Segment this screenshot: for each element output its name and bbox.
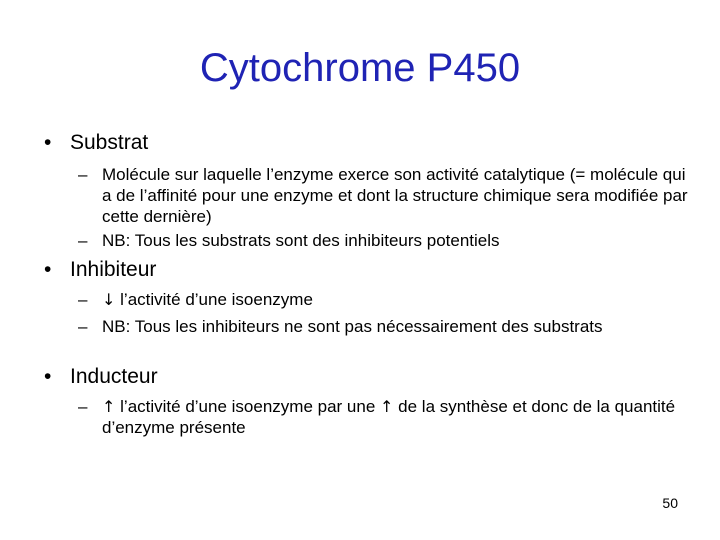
- dash: –: [78, 317, 88, 336]
- sub-item-text: [78, 289, 688, 310]
- page-number: 50: [662, 495, 678, 511]
- sub-item-text: [78, 396, 688, 438]
- dash: –: [78, 397, 88, 416]
- bullet-dot: •: [44, 365, 52, 388]
- bullet-heading: Inducteur: [70, 365, 158, 388]
- dash: –: [78, 231, 88, 250]
- bullet-substrat: [44, 130, 148, 156]
- bullet-inducteur: [44, 364, 158, 390]
- sub-item-text-part: l’activité d’une isoenzyme: [120, 290, 313, 309]
- bullet-inhibiteur: [44, 257, 156, 283]
- bullet-dot: •: [44, 258, 52, 281]
- sub-item-text: NB: Tous les substrats sont des inhibiteurs potentiels: [102, 231, 500, 250]
- bullet-heading: Substrat: [70, 131, 149, 154]
- bullet-dot: •: [44, 131, 52, 154]
- sub-item-text-part: l’activité d’une isoenzyme par une: [120, 397, 376, 416]
- sub-item: [78, 316, 688, 337]
- arrow-up-icon: ↑: [380, 397, 394, 416]
- sub-item: [78, 289, 688, 310]
- dash: –: [78, 165, 88, 184]
- dash: –: [78, 290, 88, 309]
- arrow-down-icon: ↓: [102, 290, 116, 309]
- sub-item-text: Molécule sur laquelle l’enzyme exerce son activité catalytique (= molécule qui a de l’affinité pour une enzyme et dont la structure chimique sera modifiée par cette dernière): [102, 165, 688, 226]
- slide-title: Cytochrome P450: [199, 46, 521, 90]
- arrow-up-icon: ↑: [102, 397, 116, 416]
- sub-item: [78, 164, 688, 227]
- sub-item-text-part: de la synthèse et donc de la quantité d’enzyme présente: [102, 397, 676, 437]
- sub-item: [78, 396, 688, 438]
- bullet-heading: Inhibiteur: [70, 258, 157, 281]
- sub-item-text: NB: Tous les inhibiteurs ne sont pas nécessairement des substrats: [102, 317, 603, 336]
- sub-item: [78, 230, 688, 251]
